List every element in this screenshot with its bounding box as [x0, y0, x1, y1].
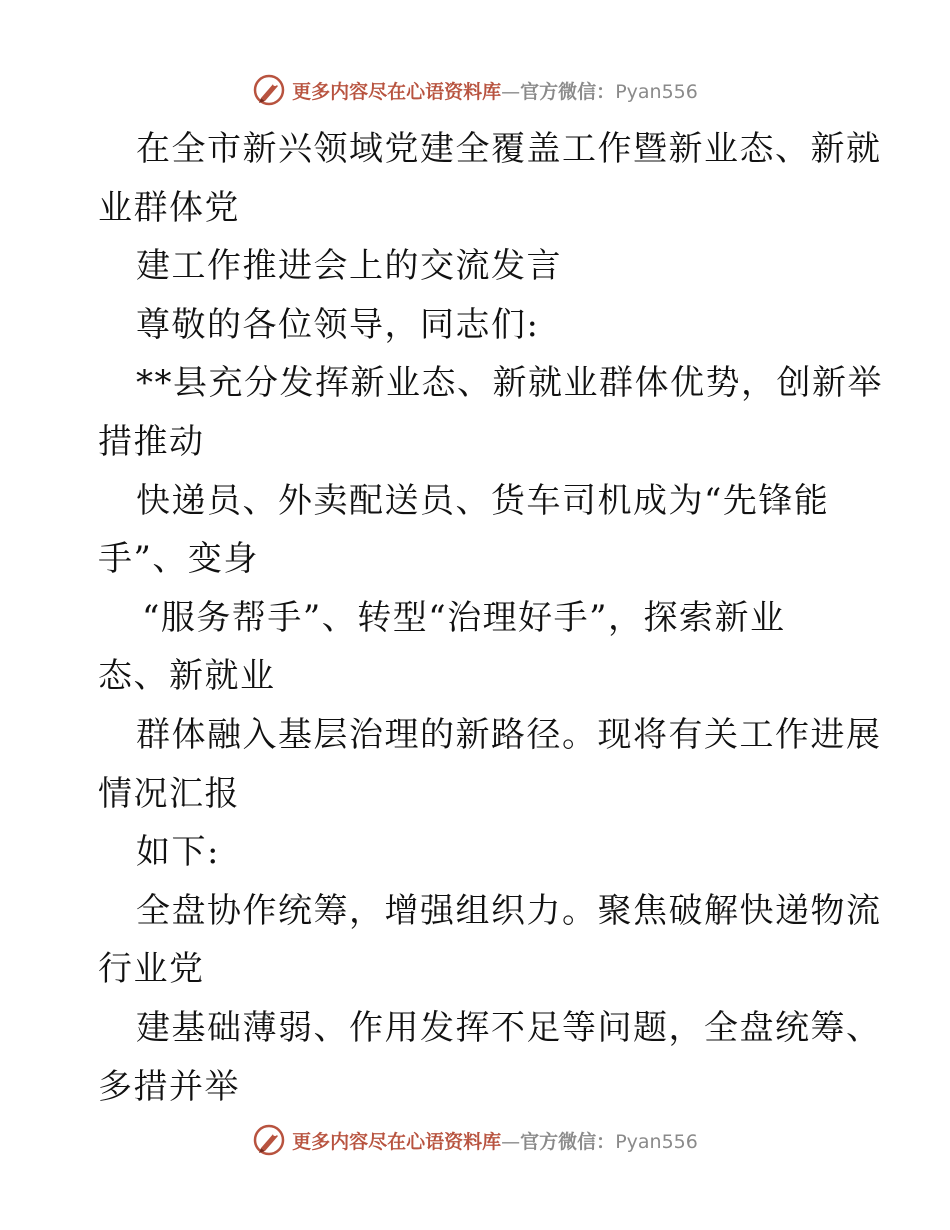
watermark-separator: —	[501, 80, 521, 103]
paragraph-line: 群体融入基层治理的新路径。现将有关工作进展	[136, 714, 882, 755]
paragraph-line: “服务帮手”、转型“治理好手”，探索新业	[142, 597, 786, 638]
paragraph-line: **县充分发挥新业态、新就业群体优势，创新举	[136, 363, 883, 404]
paragraph-line: 业群体党	[98, 187, 240, 228]
paragraph-line: 建工作推进会上的交流发言	[136, 246, 562, 287]
watermark-account: Pyan556	[615, 80, 698, 103]
paragraph-line: 全盘协作统筹，增强组织力。聚焦破解快递物流	[136, 890, 882, 931]
watermark-official-label: 官方微信：	[520, 1130, 616, 1153]
paragraph-line: 在全市新兴领域党建全覆盖工作暨新业态、新就	[136, 129, 882, 169]
pen-circle-icon	[252, 1123, 286, 1157]
paragraph-line: 尊敬的各位领导，同志们:	[136, 304, 540, 345]
paragraph-line: 情况汇报	[98, 773, 240, 814]
paragraph-line: 措推动	[98, 421, 205, 462]
paragraph-line: 态、新就业	[98, 656, 276, 697]
paragraph-line: 手”、变身	[98, 539, 259, 580]
watermark-footer	[0, 1120, 950, 1160]
watermark-account: Pyan556	[615, 1130, 698, 1153]
document-body	[98, 120, 883, 1116]
paragraph-line: 建基础薄弱、作用发挥不足等问题，全盘统筹、	[136, 1007, 882, 1048]
watermark-main-text: 更多内容尽在心语资料库	[292, 80, 502, 103]
paragraph-line: 多措并举	[98, 1066, 240, 1107]
watermark-separator: —	[501, 1130, 521, 1153]
paragraph-line: 快递员、外卖配送员、货车司机成为“先锋能	[136, 480, 830, 521]
watermark-official-label: 官方微信：	[520, 80, 616, 103]
paragraph-line: 如下:	[136, 832, 220, 873]
watermark-header	[0, 70, 950, 110]
paragraph-line: 行业党	[98, 949, 205, 990]
pen-circle-icon	[252, 73, 286, 107]
watermark-main-text: 更多内容尽在心语资料库	[292, 1130, 502, 1153]
